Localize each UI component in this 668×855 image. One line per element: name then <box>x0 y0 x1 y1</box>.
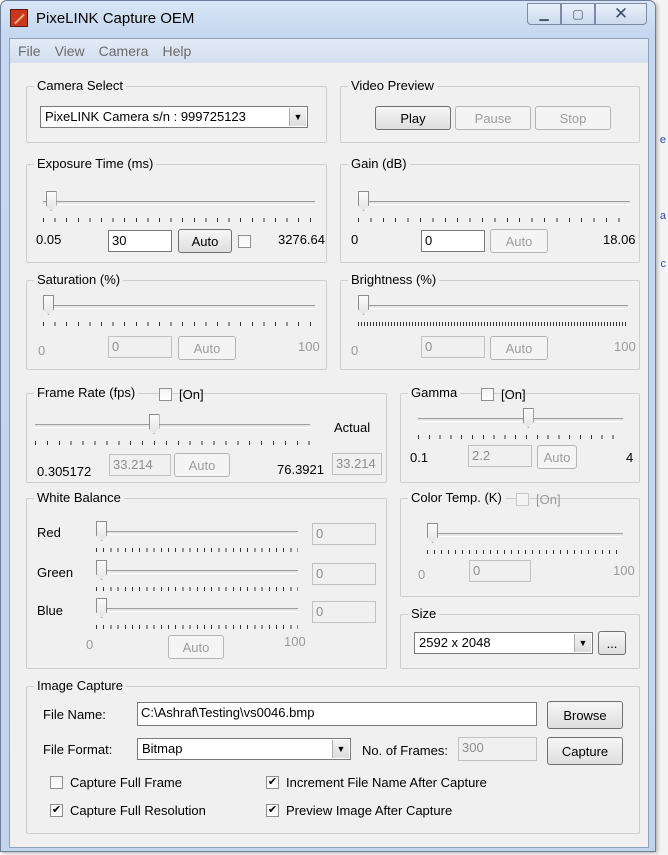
frame-rate-max: 76.3921 <box>277 462 324 477</box>
wb-min: 0 <box>86 637 94 652</box>
gain-group <box>340 156 640 263</box>
frames-input[interactable]: 300 <box>458 737 537 761</box>
capture-button[interactable]: Capture <box>547 737 623 765</box>
wb-green-label: Green <box>37 565 74 580</box>
gamma-max: 4 <box>626 450 634 465</box>
wb-green-slider-thumb[interactable] <box>96 560 107 580</box>
dropdown-arrow-icon[interactable]: ▼ <box>289 108 306 126</box>
gamma-input[interactable]: 2.2 <box>468 445 532 467</box>
frame-rate-min: 0.305172 <box>37 464 92 479</box>
camera-select-label: Camera Select <box>34 78 126 93</box>
frame-rate-label: Frame Rate (fps) <box>34 385 138 400</box>
video-preview-label: Video Preview <box>348 78 437 93</box>
wb-green-input[interactable]: 0 <box>312 563 376 585</box>
brightness-max: 100 <box>614 339 636 354</box>
image-capture-label: Image Capture <box>34 678 126 693</box>
wb-blue-slider-thumb[interactable] <box>96 598 107 618</box>
brightness-auto-button[interactable]: Auto <box>490 336 548 360</box>
increment-file-name-label: Increment File Name After Capture <box>286 775 487 790</box>
white-balance-group <box>26 490 387 669</box>
white-balance-label: White Balance <box>34 490 124 505</box>
capture-full-resolution-label: Capture Full Resolution <box>70 803 206 818</box>
saturation-min: 0 <box>38 343 46 358</box>
color-temp-group <box>400 490 640 597</box>
gamma-on-checkbox[interactable] <box>481 388 494 401</box>
color-temp-on-label: [On] <box>536 492 561 507</box>
frame-rate-auto-button[interactable]: Auto <box>174 453 230 477</box>
minimize-icon: ▁ <box>539 7 549 21</box>
size-dropdown[interactable] <box>414 632 593 654</box>
file-name-label: File Name: <box>43 707 106 722</box>
menu-help[interactable]: Help <box>162 43 192 59</box>
exposure-group <box>26 156 327 263</box>
menu-bar <box>10 39 648 63</box>
size-more-button[interactable]: ... <box>598 631 626 655</box>
brightness-label: Brightness (%) <box>348 272 439 287</box>
wb-red-slider-thumb[interactable] <box>96 521 107 541</box>
close-button[interactable] <box>595 3 647 25</box>
maximize-icon: ▢ <box>572 7 584 21</box>
color-temp-on-checkbox[interactable] <box>516 493 529 506</box>
wb-red-label: Red <box>37 525 61 540</box>
exposure-auto-button[interactable]: Auto <box>178 229 232 253</box>
gamma-on-label: [On] <box>501 387 526 402</box>
brightness-min: 0 <box>351 343 359 358</box>
frames-label: No. of Frames: <box>362 743 448 758</box>
frame-rate-group <box>26 385 387 483</box>
increment-file-name-checkbox[interactable]: ✔ <box>267 776 278 788</box>
exposure-slider-thumb[interactable] <box>46 191 57 211</box>
window-title: PixeLINK Capture OEM <box>36 10 195 27</box>
wb-blue-input[interactable]: 0 <box>312 601 376 623</box>
gain-auto-button[interactable]: Auto <box>490 229 548 253</box>
wb-red-input[interactable]: 0 <box>312 523 376 545</box>
capture-full-frame-label: Capture Full Frame <box>70 775 182 790</box>
client-area <box>9 38 649 848</box>
frame-rate-input[interactable]: 33.214 <box>109 454 171 476</box>
saturation-group <box>26 272 327 370</box>
color-temp-min: 0 <box>418 567 426 582</box>
size-value: 2592 x 2048 <box>419 635 491 650</box>
dropdown-arrow-icon[interactable]: ▼ <box>574 634 591 652</box>
background-window-edge: e a c <box>656 0 668 855</box>
file-format-label: File Format: <box>43 742 113 757</box>
preview-image-checkbox[interactable]: ✔ <box>267 804 278 816</box>
saturation-input[interactable]: 0 <box>108 336 172 358</box>
wb-max: 100 <box>284 634 306 649</box>
maximize-button[interactable] <box>561 3 595 25</box>
video-preview-group <box>340 78 640 143</box>
file-format-value: Bitmap <box>142 741 183 756</box>
frame-rate-actual-label: Actual <box>334 420 371 435</box>
brightness-group <box>340 272 640 370</box>
gamma-group <box>400 385 640 483</box>
close-icon: ✕ <box>613 4 629 23</box>
wb-auto-button[interactable]: Auto <box>168 635 224 659</box>
saturation-auto-button[interactable]: Auto <box>178 336 236 360</box>
frame-rate-slider-thumb[interactable] <box>149 414 160 434</box>
color-temp-max: 100 <box>613 563 635 578</box>
brightness-slider-thumb[interactable] <box>358 295 369 315</box>
exposure-input[interactable]: 30 <box>108 230 172 252</box>
gain-min: 0 <box>351 232 359 247</box>
gamma-slider-thumb[interactable] <box>523 408 534 428</box>
menu-file[interactable]: File <box>18 43 41 59</box>
file-format-dropdown[interactable] <box>137 738 351 760</box>
capture-full-frame-checkbox[interactable] <box>50 776 63 789</box>
play-button[interactable]: Play <box>375 106 451 130</box>
capture-full-resolution-checkbox[interactable]: ✔ <box>51 804 62 816</box>
camera-select-group <box>26 78 327 143</box>
menu-camera[interactable]: Camera <box>98 43 149 59</box>
frame-rate-on-checkbox[interactable] <box>159 388 172 401</box>
saturation-slider-thumb[interactable] <box>43 295 54 315</box>
preview-image-label: Preview Image After Capture <box>286 803 453 818</box>
stop-button[interactable]: Stop <box>535 106 611 130</box>
camera-select-value: PixeLINK Camera s/n : 999725123 <box>45 109 246 124</box>
gain-max: 18.06 <box>603 232 636 247</box>
exposure-label: Exposure Time (ms) <box>34 156 156 171</box>
camera-select-dropdown[interactable] <box>40 106 308 128</box>
gain-input[interactable]: 0 <box>421 230 485 252</box>
color-temp-slider-thumb[interactable] <box>427 523 438 543</box>
pause-button[interactable]: Pause <box>455 106 531 130</box>
file-name-input[interactable]: C:\Ashraf\Testing\vs0046.bmp <box>137 702 537 726</box>
color-temp-input[interactable]: 0 <box>469 560 531 582</box>
brightness-input[interactable]: 0 <box>421 336 485 358</box>
dropdown-arrow-icon[interactable]: ▼ <box>332 740 349 758</box>
saturation-max: 100 <box>298 339 320 354</box>
minimize-button[interactable] <box>527 3 561 25</box>
menu-view[interactable]: View <box>54 43 85 59</box>
saturation-label: Saturation (%) <box>34 272 123 287</box>
frame-rate-actual-value: 33.214 <box>332 453 382 475</box>
exposure-min: 0.05 <box>36 232 62 247</box>
gain-label: Gain (dB) <box>348 156 410 171</box>
size-label: Size <box>408 606 439 621</box>
frame-rate-on-label: [On] <box>179 387 204 402</box>
color-temp-label: Color Temp. (K) <box>408 490 505 505</box>
gamma-label: Gamma <box>408 385 460 400</box>
exposure-auto-checkbox[interactable] <box>238 235 251 248</box>
gain-slider-thumb[interactable] <box>358 191 369 211</box>
gamma-auto-button[interactable]: Auto <box>537 445 577 469</box>
image-capture-group <box>26 678 640 834</box>
size-group <box>400 606 640 669</box>
wb-blue-label: Blue <box>37 603 64 618</box>
browse-button[interactable]: Browse <box>547 701 623 729</box>
exposure-max: 3276.64 <box>278 232 325 247</box>
app-icon[interactable] <box>10 9 28 27</box>
gamma-min: 0.1 <box>410 450 429 465</box>
